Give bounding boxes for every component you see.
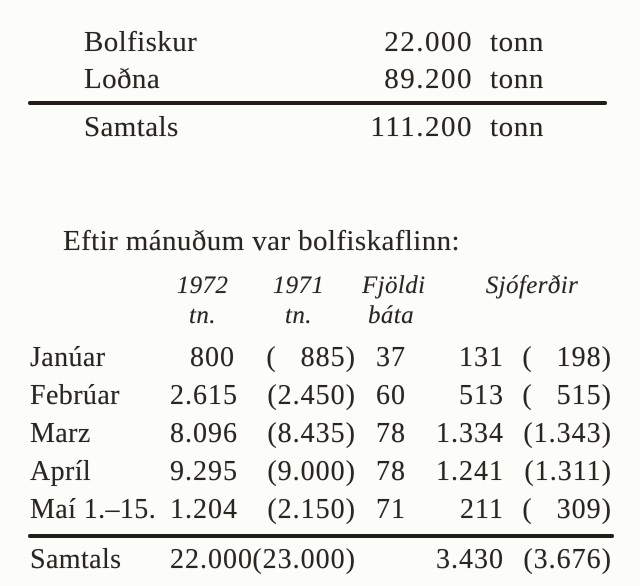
catch-value: 22.000	[384, 26, 473, 58]
table-row-mai	[28, 491, 614, 529]
total-label: Samtals	[84, 111, 179, 143]
trips-1972-value: 1.334	[436, 418, 504, 449]
table-row-april	[28, 453, 614, 491]
summary-total-row	[28, 109, 607, 146]
trips-1972-value: 1.241	[436, 456, 504, 487]
col-header-sjoferdir: Sjóferðir	[485, 272, 579, 299]
trips-1972-total: 3.430	[436, 544, 504, 575]
unit-label: tonn	[490, 26, 544, 58]
trips-1972-value: 513	[459, 380, 504, 411]
monthly-total-rule	[28, 534, 614, 538]
col-header-fjoldi: Fjöldi	[362, 272, 426, 299]
boats-count: 37	[376, 342, 406, 373]
header-spacer	[28, 271, 170, 301]
col-header-bata: báta	[367, 302, 415, 329]
month-label: Janúar	[30, 342, 106, 373]
catch-1972-value: 8.096	[170, 418, 238, 449]
header-spacer	[28, 301, 170, 331]
col-header-1972-unit: tn.	[189, 302, 216, 329]
species-label: Bolfiskur	[84, 26, 198, 58]
total-value: 111.200	[370, 111, 473, 143]
trips-1971-value: (1.343)	[523, 418, 612, 449]
month-label: Febrúar	[30, 380, 120, 411]
catch-1972-value: 2.615	[170, 380, 238, 411]
summary-row-lodna	[28, 61, 607, 98]
catch-1971-value: (8.435)	[267, 418, 356, 449]
summary-total-rule	[28, 101, 607, 105]
catch-1971-total: (23.000)	[252, 544, 356, 575]
unit-label: tonn	[490, 63, 544, 95]
boats-total-empty	[362, 541, 420, 578]
catch-1972-value: 9.295	[170, 456, 238, 487]
monthly-total-row	[28, 541, 614, 578]
catch-value: 89.200	[384, 63, 473, 95]
catch-1971-value: (9.000)	[267, 456, 356, 487]
total-label: Samtals	[30, 544, 122, 575]
catch-1972-total: 22.000	[170, 544, 253, 575]
trips-1971-total: (3.676)	[523, 544, 612, 575]
trips-1972-value: 211	[460, 494, 504, 525]
trips-1971-value: ( 515)	[522, 380, 612, 411]
month-label: Apríl	[30, 456, 92, 487]
table-row-marz	[28, 415, 614, 453]
monthly-table-header-row-1	[28, 271, 614, 301]
trips-1972-value: 131	[459, 342, 504, 373]
catch-1972-value: 800	[190, 342, 235, 373]
trips-1971-value: (1.311)	[524, 456, 612, 487]
boats-count: 60	[376, 380, 406, 411]
table-row-februar	[28, 377, 614, 415]
month-label: Maí 1.–15.	[30, 494, 157, 525]
header-spacer	[420, 301, 508, 331]
monthly-table-header-row-2	[28, 301, 614, 331]
unit-label: tonn	[490, 111, 544, 143]
month-label: Marz	[30, 418, 91, 449]
trips-1971-value: ( 198)	[522, 342, 612, 373]
catch-1972-value: 1.204	[170, 494, 238, 525]
section-heading: Eftir mánuðum var bolfiskaflinn:	[63, 225, 460, 257]
catch-summary-table	[28, 24, 607, 146]
species-label: Loðna	[84, 63, 161, 95]
catch-1971-value: ( 885)	[266, 342, 356, 373]
summary-row-bolfiskur	[28, 24, 607, 61]
col-header-1972: 1972	[176, 272, 229, 299]
table-row-januar	[28, 339, 614, 377]
header-spacer	[508, 301, 614, 331]
boats-count: 78	[376, 456, 406, 487]
boats-count: 71	[376, 494, 406, 525]
col-header-1971: 1971	[272, 272, 325, 299]
monthly-catch-table	[28, 271, 614, 578]
catch-1971-value: (2.150)	[267, 494, 356, 525]
trips-1971-value: ( 309)	[522, 494, 612, 525]
boats-count: 78	[376, 418, 406, 449]
col-header-1971-unit: tn.	[285, 302, 312, 329]
catch-1971-value: (2.450)	[267, 380, 356, 411]
